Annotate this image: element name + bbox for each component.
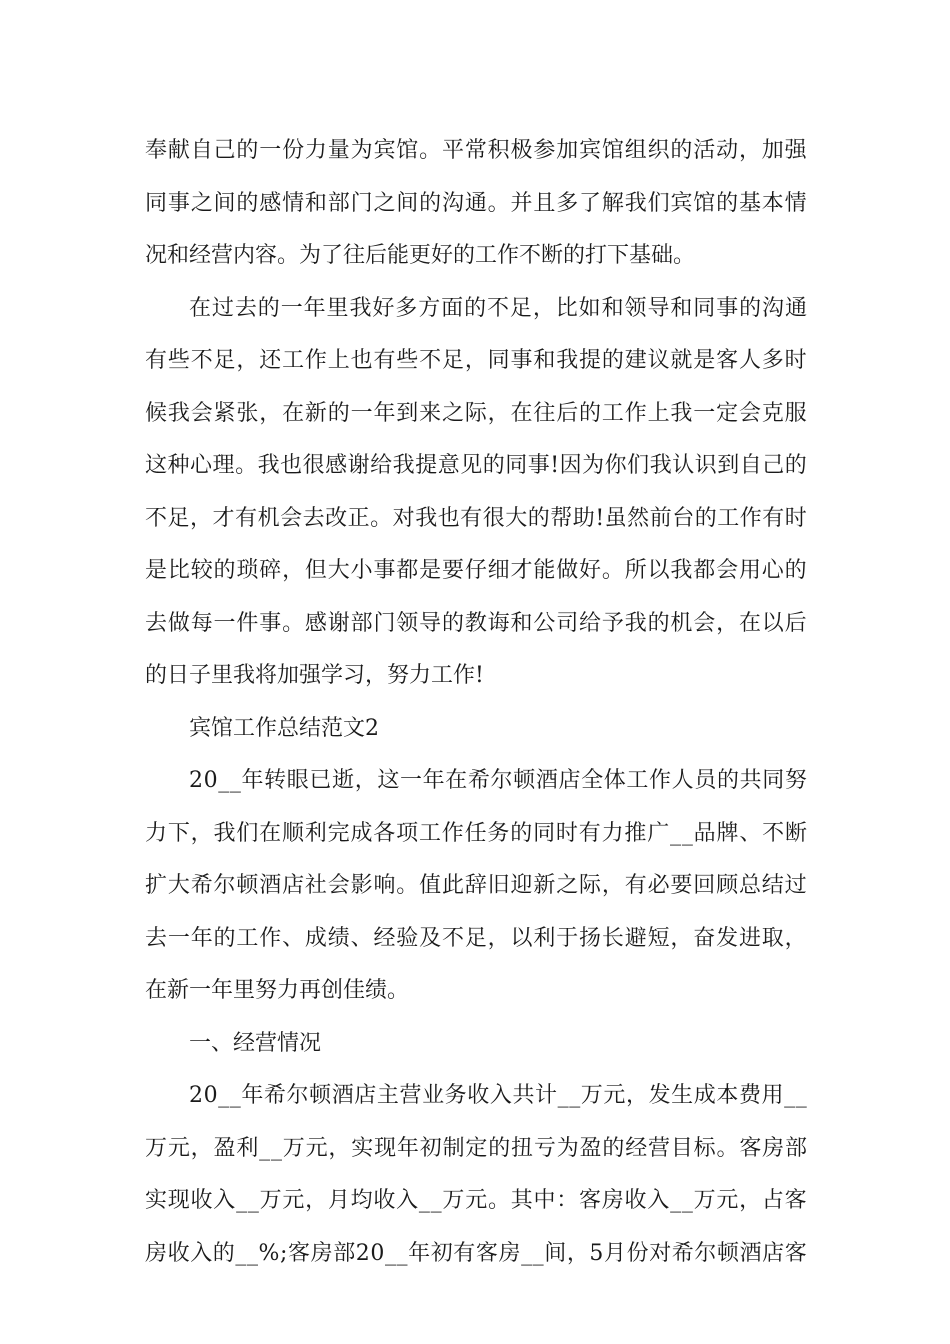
text-line: 况和经营内容。为了往后能更好的工作不断的打下基础。 <box>145 243 696 268</box>
text-line: 不 足 ， 才 有 机 会 去 改 正 。 对 我 也 有 很 大 的 帮 助 ! 虽 然 前 台 的 工 作 有 时 <box>145 505 807 531</box>
text-line: 是 比 较 的 琐 碎 ， 但 大 小 事 都 是 要 仔 细 才 能 做 好 。 所 以 我 都 会 用 心 的 <box>145 558 807 583</box>
text-line: 去 一 年 的 工 作 、 成 绩 、 经 验 及 不 足 ， 以 利 于 扬 长 避 短 ， 奋 发 进 取 ， <box>145 925 807 951</box>
section-heading: 一、经营情况 <box>189 1030 322 1056</box>
text-line: 在 过 去 的 一 年 里 我 好 多 方 面 的 不 足 ， 比 如 和 领 导 和 同 事 的 沟 通 <box>189 295 807 321</box>
text-line: 万 元 ， 盈 利 _ _ 万 元 ， 实 现 年 初 制 定 的 扭 亏 为 盈 的 经 营 目 标 。 客 房 部 <box>145 1135 807 1161</box>
document-body <box>145 125 807 1280</box>
text-line: 扩 大 希 尔 顿 酒 店 社 会 影 响 。 值 此 辞 旧 迎 新 之 际 ， 有 必 要 回 顾 总 结 过 <box>145 873 807 898</box>
text-line: 的日子里我将加强学习，努力工作! <box>145 663 484 688</box>
text-line: 同 事 之 间 的 感 情 和 部 门 之 间 的 沟 通 。 并 且 多 了 解 我 们 宾 馆 的 基 本 情 <box>145 190 807 216</box>
text-line: 去 做 每 一 件 事 。 感 谢 部 门 领 导 的 教 诲 和 公 司 给 予 我 的 机 会 ， 在 以 后 <box>145 610 807 636</box>
text-line: 候 我 会 紧 张 ， 在 新 的 一 年 到 来 之 际 ， 在 往 后 的 工 作 上 我 一 定 会 克 服 <box>145 400 807 426</box>
section-heading: 宾馆工作总结范文2 <box>189 715 379 741</box>
text-line: 奉 献 自 己 的 一 份 力 量 为 宾 馆 。 平 常 积 极 参 加 宾 馆 组 织 的 活 动 ， 加 强 <box>145 138 807 163</box>
text-line: 有 些 不 足 ， 还 工 作 上 也 有 些 不 足 ， 同 事 和 我 提 的 建 议 就 是 客 人 多 时 <box>145 348 807 373</box>
text-line: 2 0 _ _ 年 希 尔 顿 酒 店 主 营 业 务 收 入 共 计 _ _ 万 元 ， 发 生 成 本 费 用 _ _ <box>189 1083 807 1108</box>
text-line: 房 收 入 的 _ _ % ; 客 房 部 2 0 _ _ 年 初 有 客 房 _ _ 间 ， 5 月 份 对 希 尔 顿 酒 店 客 <box>145 1240 807 1266</box>
text-line: 实 现 收 入 _ _ 万 元 ， 月 均 收 入 _ _ 万 元 。 其 中 ： 客 房 收 入 _ _ 万 元 ， 占 客 <box>145 1188 807 1213</box>
text-line: 在新一年里努力再创佳绩。 <box>145 978 410 1003</box>
text-line: 力 下 ， 我 们 在 顺 利 完 成 各 项 工 作 任 务 的 同 时 有 力 推 广 _ _ 品 牌 、 不 断 <box>145 820 807 846</box>
text-line: 这 种 心 理 。 我 也 很 感 谢 给 我 提 意 见 的 同 事 ! 因 为 你 们 我 认 识 到 自 己 的 <box>145 453 807 478</box>
text-line: 2 0 _ _ 年 转 眼 已 逝 ， 这 一 年 在 希 尔 顿 酒 店 全 体 工 作 人 员 的 共 同 努 <box>189 768 807 793</box>
